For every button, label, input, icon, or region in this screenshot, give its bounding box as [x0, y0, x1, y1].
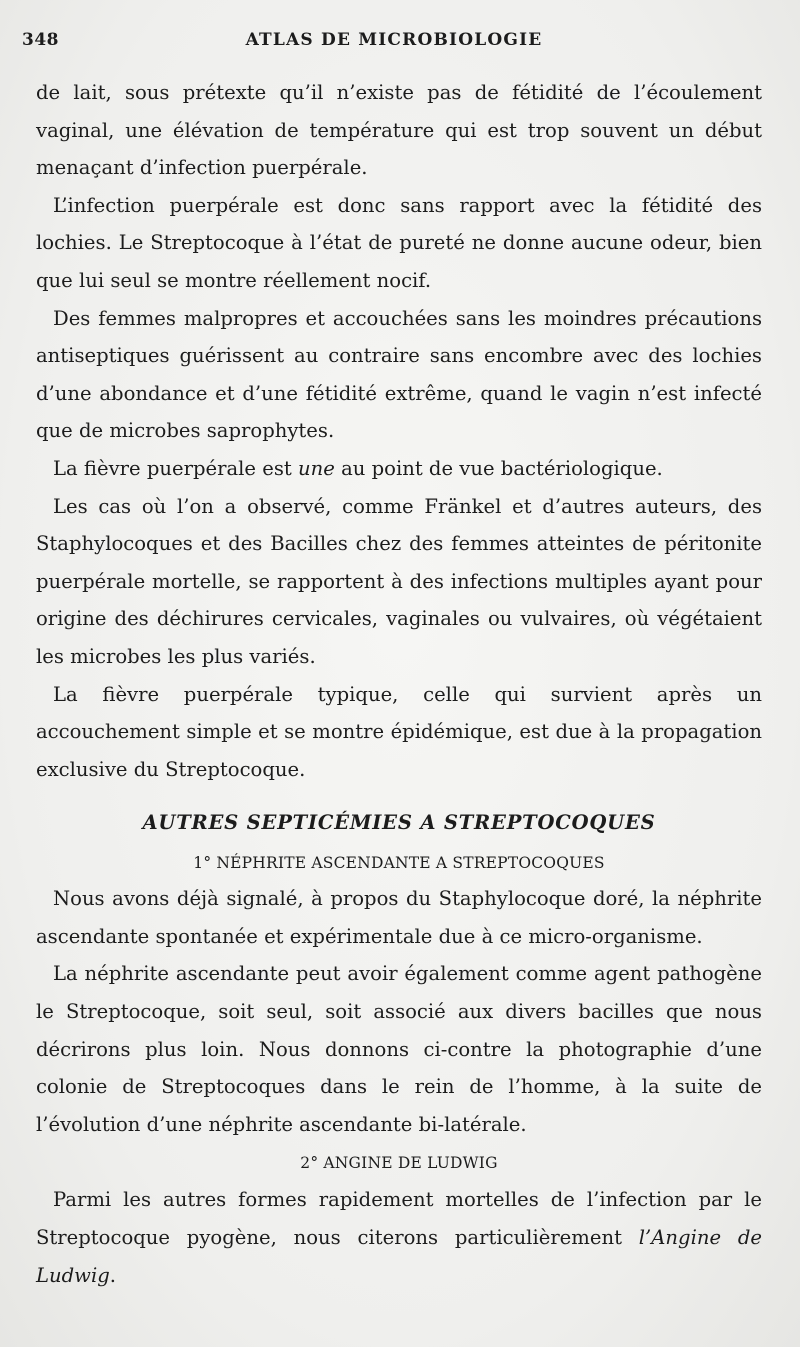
- text-run: Parmi les autres formes rapidement mortelles de l’infection par le Streptocoque pyogène, nous citerons particulièrement: [36, 1188, 762, 1250]
- text-run: au point de vue bactériologique.: [334, 456, 663, 480]
- paragraph-angine: [36, 1181, 762, 1294]
- paragraph-infection-lochies: L’infection puerpérale est donc sans rapport avec la fétidité des lochies. Le Streptocoque à l’état de pureté ne donne aucune odeur, bien que lui seul se montre réellement nocif.: [36, 193, 762, 292]
- paragraph-nephrite-agent: La néphrite ascendante peut avoir également comme agent pathogène le Streptocoque, soit seul, soit associé aux divers bacilles que nous décrirons plus loin. Nous donnons ci-contre la photographie d’une colonie de Streptocoques dans le rein de l’homme, à la suite de l’évolution d’une néphrite ascendante bi-latérale.: [36, 962, 762, 1136]
- body-text: [36, 74, 762, 1294]
- paragraph-continuation: de lait, sous prétexte qu’il n’existe pas de fétidité de l’écoulement vaginal, une élévation de température qui est trop souvent un début menaçant d’infection puerpérale.: [36, 81, 762, 180]
- emphasis-angine-ludwig: l’Angine de Ludwig: [36, 1226, 763, 1287]
- subsection-heading-angine: 2° ANGINE DE LUDWIG: [300, 1154, 498, 1173]
- paragraph-frankel: Les cas où l’on a observé, comme Fränkel et d’autres auteurs, des Staphylocoques et des Bacilles chez des femmes atteintes de péritonite puerpérale mortelle, se rapportent à des infections multiples ayant pour origine des déchirures cervicales, vaginales ou vulvaires, où végétaient les microbes les plus variés.: [36, 494, 762, 668]
- emphasis-une: une: [298, 456, 335, 480]
- subsection-heading-nephrite: 1° NÉPHRITE ASCENDANTE A STREPTOCOQUES: [193, 854, 605, 873]
- paragraph-femmes-malpropres: Des femmes malpropres et accouchées sans les moindres précautions antiseptiques guérissent au contraire sans encombre avec des lochies d’une abondance et d’une fétidité extrême, quand le vagin n’est infecté que de microbes saprophytes.: [36, 306, 762, 443]
- paragraph-fievre-typique: La fièvre puerpérale typique, celle qui survient après un accouchement simple et se montre épidémique, est due à la propagation exclusive du Streptocoque.: [36, 682, 762, 781]
- section-heading: AUTRES SEPTICÉMIES A STREPTOCOQUES: [142, 811, 656, 835]
- running-title: ATLAS DE MICROBIOLOGIE: [245, 30, 543, 50]
- text-run: La fièvre puerpérale est: [53, 456, 298, 480]
- paragraph-nephrite-signale: Nous avons déjà signalé, à propos du Staphylocoque doré, la néphrite ascendante spontanée et expérimentale due à ce micro-organisme.: [36, 887, 762, 948]
- paragraph-fievre-une: [36, 450, 762, 488]
- running-head: [22, 30, 766, 54]
- page-number: 348: [22, 30, 59, 50]
- text-run: .: [109, 1263, 116, 1287]
